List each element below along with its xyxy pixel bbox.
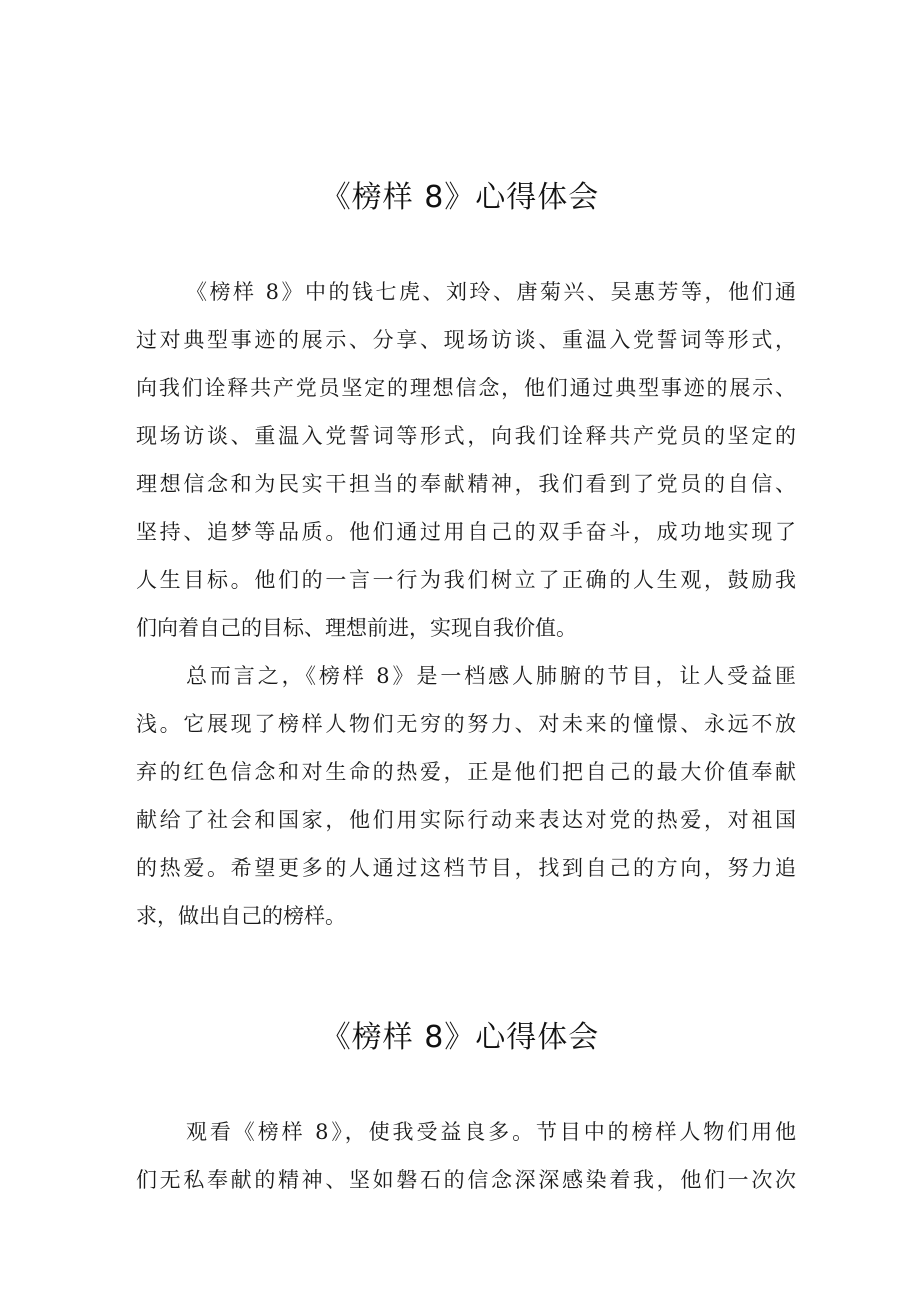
- paragraph-line: 的热爱。希望更多的人通过这档节目，找到自己的方向，努力追: [136, 856, 796, 880]
- paragraph-line: 坚持、追梦等品质。他们通过用自己的双手奋斗，成功地实现了: [136, 520, 796, 544]
- paragraph-line: 们无私奉献的精神、坚如磐石的信念深深感染着我，他们一次次: [136, 1168, 796, 1192]
- section-1-paragraph-1: [136, 268, 796, 652]
- section-2-paragraph-1: [136, 1108, 796, 1204]
- paragraph-line: 理想信念和为民实干担当的奉献精神，我们看到了党员的自信、: [136, 472, 796, 496]
- paragraph-line: 献给了社会和国家，他们用实际行动来表达对党的热爱，对祖国: [136, 808, 796, 832]
- paragraph-line: 人生目标。他们的一言一行为我们树立了正确的人生观，鼓励我: [136, 568, 796, 592]
- paragraph-line: 观看《榜样 8》，使我受益良多。节目中的榜样人物们用他: [186, 1120, 796, 1144]
- section-1-title: 《榜样 8》心得体会: [320, 180, 600, 215]
- paragraph-line: 弃的红色信念和对生命的热爱，正是他们把自己的最大价值奉献: [136, 760, 796, 784]
- paragraph-line: 过对典型事迹的展示、分享、现场访谈、重温入党誓词等形式，: [136, 328, 796, 352]
- paragraph-line: 现场访谈、重温入党誓词等形式，向我们诠释共产党员的坚定的: [136, 424, 796, 448]
- section-2-title: 《榜样 8》心得体会: [320, 1020, 600, 1055]
- paragraph-line: 总而言之，《榜样 8》是一档感人肺腑的节目，让人受益匪: [186, 664, 796, 688]
- paragraph-line: 浅。它展现了榜样人物们无穷的努力、对未来的憧憬、永远不放: [136, 712, 796, 736]
- paragraph-line: 们向着自己的目标、理想前进，实现自我价值。: [136, 616, 577, 640]
- paragraph-line: 《榜样 8》中的钱七虎、刘玲、唐菊兴、吴惠芳等，他们通: [186, 280, 796, 304]
- paragraph-line: 向我们诠释共产党员坚定的理想信念，他们通过典型事迹的展示、: [136, 376, 796, 400]
- paragraph-line: 求，做出自己的榜样。: [136, 904, 346, 928]
- section-1-paragraph-2: [136, 652, 796, 940]
